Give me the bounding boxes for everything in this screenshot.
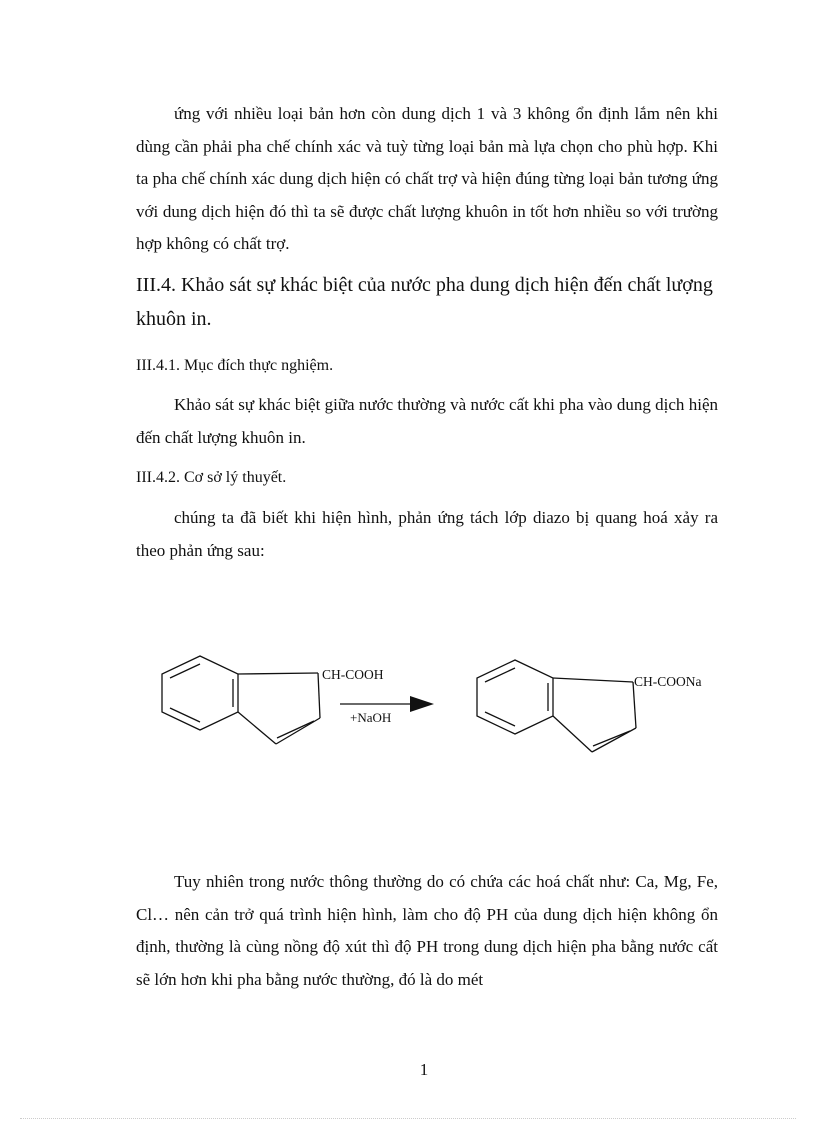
reactant-group-label: CH-COOH xyxy=(322,667,384,682)
page-bottom-rule xyxy=(20,1118,796,1119)
paragraph-2: Khảo sát sự khác biệt giữa nước thường và nước cất khi pha vào dung dịch hiện đến chất lượng khuôn in. xyxy=(136,395,718,447)
section-heading: III.4. Khảo sát sự khác biệt của nước pha dung dịch hiện đến chất lượng khuôn in. xyxy=(136,274,713,330)
paragraph-4: Tuy nhiên trong nước thông thường do có chứa các hoá chất như: Ca, Mg, Fe, Cl… nên cản trở quá trình hiện hình, làm cho độ PH của dung dịch hiện không ổn định, thường là cùng nồng độ xút thì độ PH trong dung dịch hiện pha bằng nước cất sẽ lớn hơn khi pha bằng nước thường, đó là do mét xyxy=(136,872,718,989)
page-number: 1 xyxy=(419,1060,429,1079)
subsection-heading-1: III.4.1. Mục đích thực nghiệm. xyxy=(136,357,334,374)
subsection-heading-2: III.4.2. Cơ sở lý thuyết. xyxy=(136,469,287,486)
reaction-diagram xyxy=(140,640,740,770)
product-group-label: CH-COONa xyxy=(634,674,702,689)
paragraph-3: chúng ta đã biết khi hiện hình, phản ứng tách lớp diazo bị quang hoá xảy ra theo phản ứng sau: xyxy=(136,508,718,560)
product-structure xyxy=(477,660,636,752)
reagent-label: +NaOH xyxy=(350,710,392,725)
paragraph-1: ứng với nhiều loại bản hơn còn dung dịch 1 và 3 không ổn định lắm nên khi dùng cần phải pha chế chính xác và tuỳ từng loại bản mà lựa chọn cho phù hợp. Khi ta pha chế chính xác dung dịch hiện có chất trợ và hiện đúng từng loại bản tương ứng với dung dịch hiện đó thì ta sẽ được chất lượng khuôn in tốt hơn nhiều so với trường hợp không có chất trợ. xyxy=(136,104,718,253)
reactant-structure xyxy=(162,656,320,744)
